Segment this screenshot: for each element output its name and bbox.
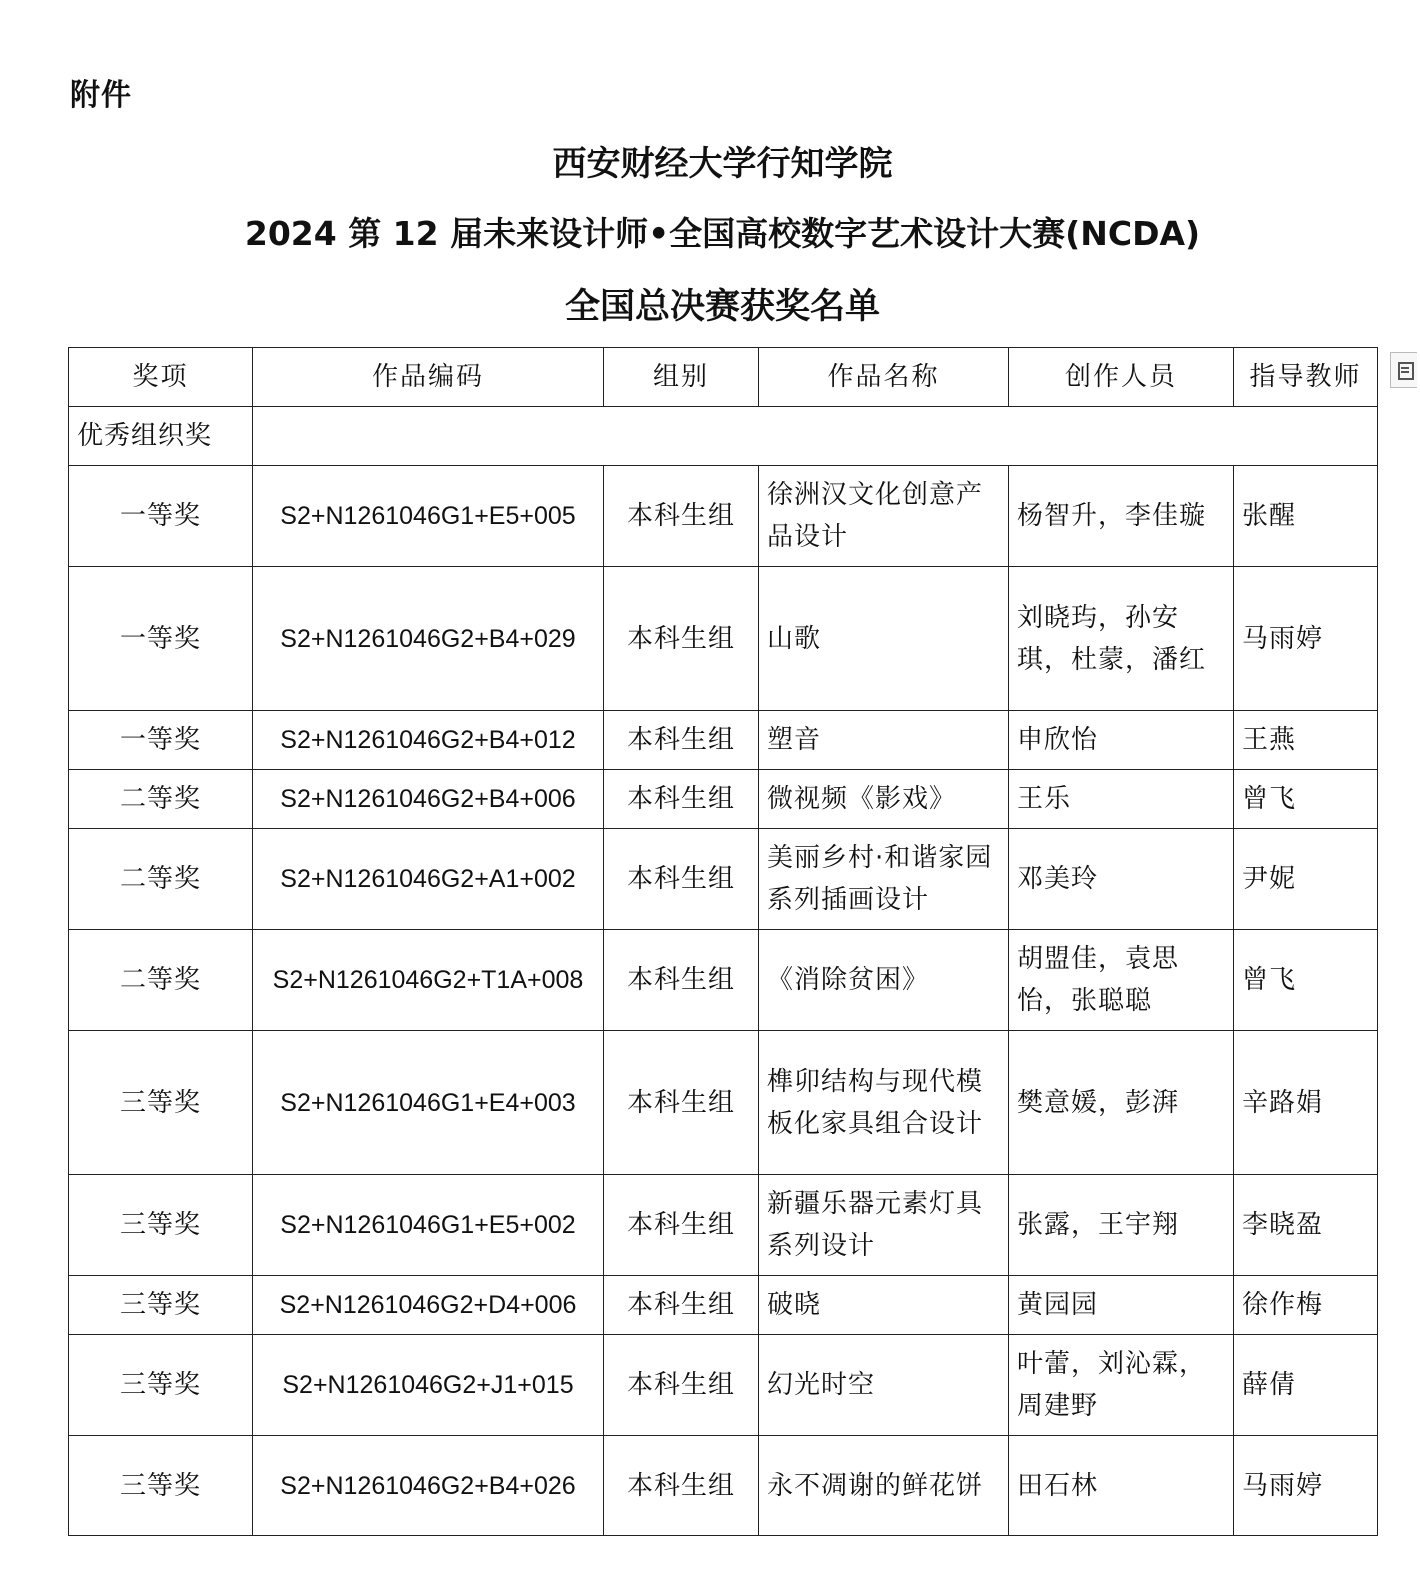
header-title: 作品名称 — [759, 348, 1009, 407]
table-row — [69, 1031, 1378, 1175]
group-cell: 本科生组 — [604, 1436, 759, 1536]
document-title-line-2: 2024 第 12 届未来设计师•全国高校数字艺术设计大赛(NCDA) — [244, 214, 1201, 253]
award-cell: 二等奖 — [69, 930, 253, 1031]
title-cell: 山歌 — [759, 567, 1009, 711]
award-cell: 三等奖 — [69, 1276, 253, 1335]
teacher-cell: 徐作梅 — [1234, 1276, 1378, 1335]
table-row — [69, 711, 1378, 770]
organization-award-empty-cell — [253, 407, 1378, 466]
table-row — [69, 1335, 1378, 1436]
table-row — [69, 930, 1378, 1031]
group-cell: 本科生组 — [604, 466, 759, 567]
code-cell: S2+N1261046G2+B4+029 — [253, 567, 604, 711]
code-cell: S2+N1261046G2+A1+002 — [253, 829, 604, 930]
header-group: 组别 — [604, 348, 759, 407]
organization-award-cell: 优秀组织奖 — [69, 407, 253, 466]
creators-cell: 申欣怡 — [1009, 711, 1234, 770]
award-cell: 一等奖 — [69, 466, 253, 567]
code-cell: S2+N1261046G2+J1+015 — [253, 1335, 604, 1436]
award-cell: 一等奖 — [69, 567, 253, 711]
award-cell: 三等奖 — [69, 1175, 253, 1276]
code-cell: S2+N1261046G2+B4+026 — [253, 1436, 604, 1536]
teacher-cell: 王燕 — [1234, 711, 1378, 770]
creators-cell: 胡盟佳，袁思怡，张聪聪 — [1009, 930, 1234, 1031]
award-cell: 一等奖 — [69, 711, 253, 770]
award-cell: 二等奖 — [69, 770, 253, 829]
code-cell: S2+N1261046G2+D4+006 — [253, 1276, 604, 1335]
teacher-cell: 薛倩 — [1234, 1335, 1378, 1436]
code-cell: S2+N1261046G2+B4+006 — [253, 770, 604, 829]
creators-cell: 黄园园 — [1009, 1276, 1234, 1335]
title-cell: 新疆乐器元素灯具系列设计 — [759, 1175, 1009, 1276]
document-title-line-3: 全国总决赛获奖名单 — [564, 287, 880, 327]
group-cell: 本科生组 — [604, 1175, 759, 1276]
header-award: 奖项 — [69, 348, 253, 407]
title-cell: 徐洲汉文化创意产品设计 — [759, 466, 1009, 567]
group-cell: 本科生组 — [604, 1276, 759, 1335]
teacher-cell: 张醒 — [1234, 466, 1378, 567]
table-row — [69, 829, 1378, 930]
title-cell: 美丽乡村·和谐家园系列插画设计 — [759, 829, 1009, 930]
group-cell: 本科生组 — [604, 1335, 759, 1436]
code-cell: S2+N1261046G1+E5+002 — [253, 1175, 604, 1276]
header-teacher: 指导教师 — [1234, 348, 1378, 407]
title-cell: 永不凋谢的鲜花饼 — [759, 1436, 1009, 1536]
group-cell: 本科生组 — [604, 930, 759, 1031]
group-cell: 本科生组 — [604, 770, 759, 829]
creators-cell: 樊意媛，彭湃 — [1009, 1031, 1234, 1175]
comment-icon[interactable] — [1390, 352, 1417, 388]
group-cell: 本科生组 — [604, 567, 759, 711]
teacher-cell: 马雨婷 — [1234, 567, 1378, 711]
title-cell: 塑音 — [759, 711, 1009, 770]
group-cell: 本科生组 — [604, 711, 759, 770]
title-cell: 《消除贫困》 — [759, 930, 1009, 1031]
code-cell: S2+N1261046G1+E4+003 — [253, 1031, 604, 1175]
table-header-row — [69, 348, 1378, 407]
code-cell: S2+N1261046G1+E5+005 — [253, 466, 604, 567]
teacher-cell: 尹妮 — [1234, 829, 1378, 930]
code-cell: S2+N1261046G2+B4+012 — [253, 711, 604, 770]
attachment-label: 附件 — [70, 78, 132, 113]
document-title-line-1: 西安财经大学行知学院 — [552, 144, 893, 184]
creators-cell: 叶蕾，刘沁霖，周建野 — [1009, 1335, 1234, 1436]
title-cell: 微视频《影戏》 — [759, 770, 1009, 829]
table-row — [69, 770, 1378, 829]
award-cell: 三等奖 — [69, 1436, 253, 1536]
group-cell: 本科生组 — [604, 1031, 759, 1175]
header-code: 作品编码 — [253, 348, 604, 407]
table-row — [69, 1276, 1378, 1335]
table-row — [69, 1436, 1378, 1536]
organization-award-row — [69, 407, 1378, 466]
award-cell: 三等奖 — [69, 1031, 253, 1175]
teacher-cell: 曾飞 — [1234, 770, 1378, 829]
creators-cell: 田石林 — [1009, 1436, 1234, 1536]
teacher-cell: 马雨婷 — [1234, 1436, 1378, 1536]
group-cell: 本科生组 — [604, 829, 759, 930]
award-cell: 二等奖 — [69, 829, 253, 930]
creators-cell: 王乐 — [1009, 770, 1234, 829]
creators-cell: 杨智升，李佳璇 — [1009, 466, 1234, 567]
creators-cell: 邓美玲 — [1009, 829, 1234, 930]
award-cell: 三等奖 — [69, 1335, 253, 1436]
table-row — [69, 1175, 1378, 1276]
title-cell: 幻光时空 — [759, 1335, 1009, 1436]
award-table — [68, 347, 1378, 1536]
award-table-body — [69, 407, 1378, 1536]
teacher-cell: 曾飞 — [1234, 930, 1378, 1031]
creators-cell: 张露，王宇翔 — [1009, 1175, 1234, 1276]
title-cell: 破晓 — [759, 1276, 1009, 1335]
teacher-cell: 李晓盈 — [1234, 1175, 1378, 1276]
header-creators: 创作人员 — [1009, 348, 1234, 407]
table-row — [69, 567, 1378, 711]
teacher-cell: 辛路娟 — [1234, 1031, 1378, 1175]
code-cell: S2+N1261046G2+T1A+008 — [253, 930, 604, 1031]
title-cell: 榫卯结构与现代模板化家具组合设计 — [759, 1031, 1009, 1175]
creators-cell: 刘晓玙，孙安琪，杜蒙，潘红 — [1009, 567, 1234, 711]
table-row — [69, 466, 1378, 567]
